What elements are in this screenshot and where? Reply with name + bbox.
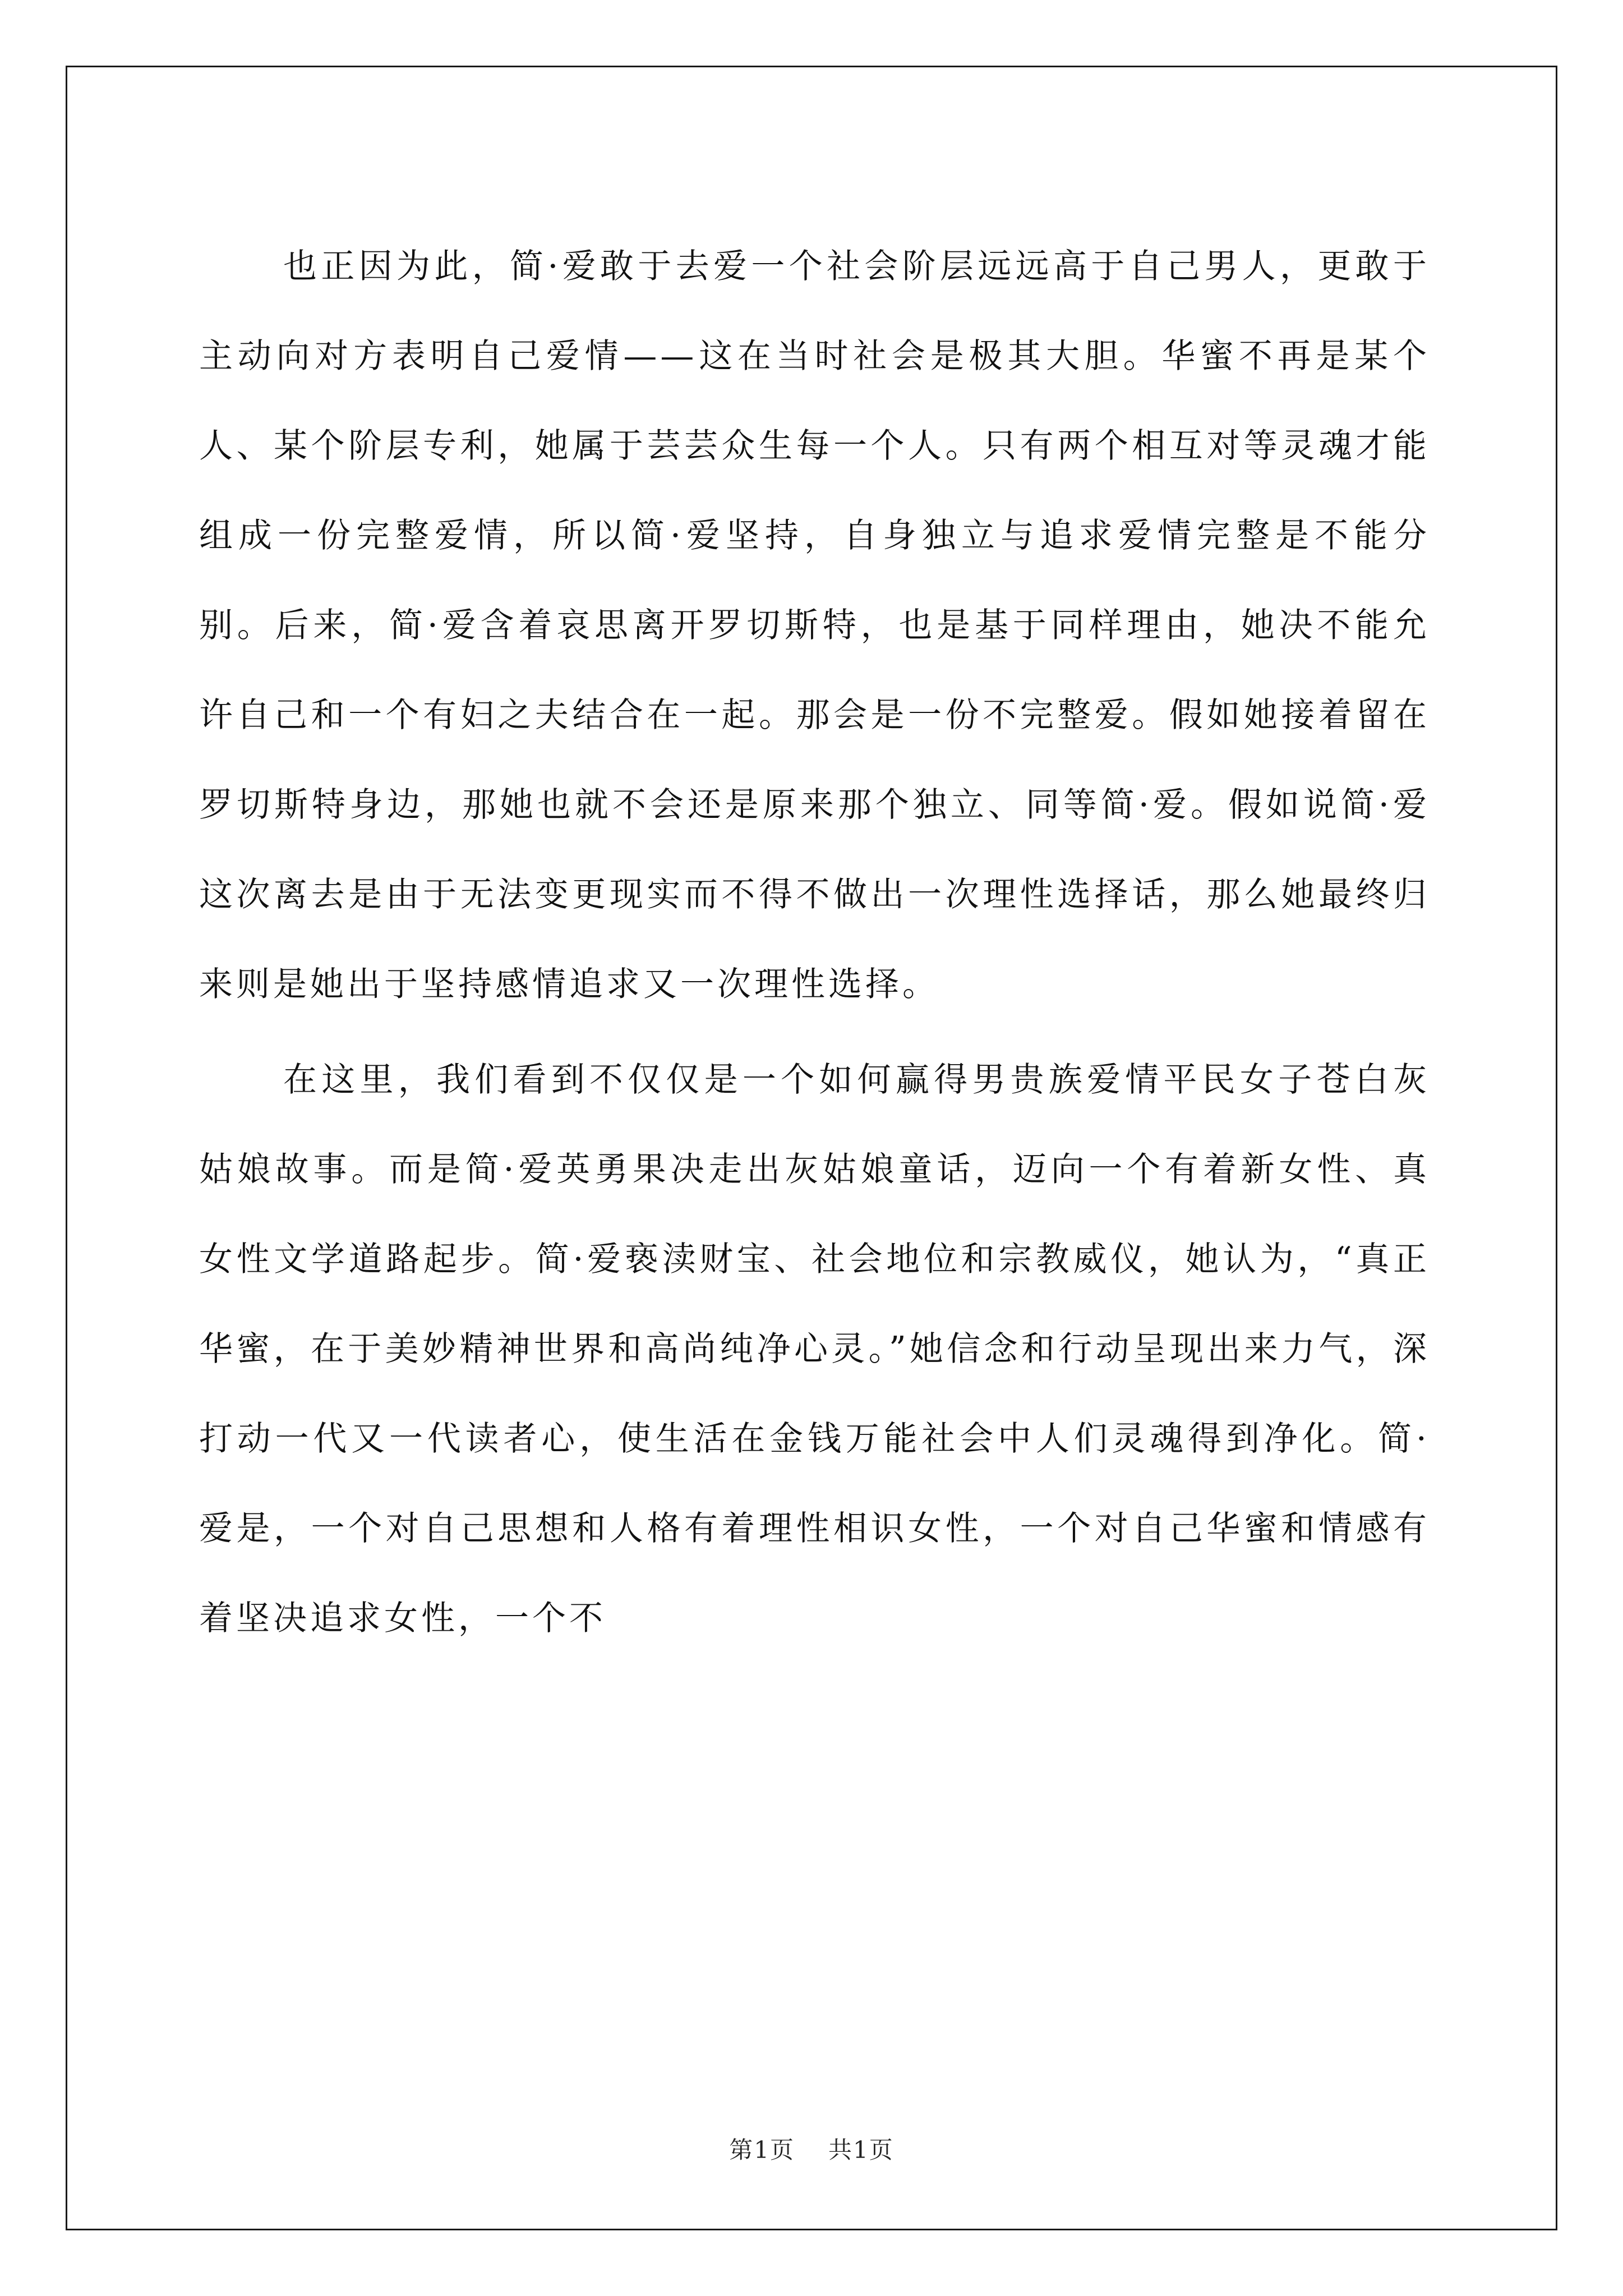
page-footer: [0, 2132, 1623, 2165]
page-total: 共1页: [828, 2136, 894, 2164]
page-number: 第1页: [729, 2136, 795, 2164]
paragraph-1: 也正因为此，简·爱敢于去爱一个社会阶层远远高于自己男人，更敢于主动向对方表明自己爱情——这在当时社会是极其大胆。华蜜不再是某个人、某个阶层专利，她属于芸芸众生每一个人。只有两个相互对等灵魂才能组成一份完整爱情，所以简·爱坚持，自身独立与追求爱情完整是不能分别。后来，简·爱含着哀思离开罗切斯特，也是基于同样理由，她决不能允许自己和一个有妇之夫结合在一起。那会是一份不完整爱。假如她接着留在罗切斯特身边，那她也就不会还是原来那个独立、同等简·爱。假如说简·爱这次离去是由于无法变更现实而不得不做出一次理性选择话，那么她最终归来则是她出于坚持感情追求又一次理性选择。: [199, 247, 1430, 1004]
document-body: [199, 222, 1430, 1663]
paragraph-2: 在这里，我们看到不仅仅是一个如何赢得男贵族爱情平民女子苍白灰姑娘故事。而是简·爱英勇果决走出灰姑娘童话，迈向一个有着新女性、真女性文学道路起步。简·爱亵渎财宝、社会地位和宗教威仪，她认为，“真正华蜜，在于美妙精神世界和高尚纯净心灵。”她信念和行动呈现出来力气，深打动一代又一代读者心，使生活在金钱万能社会中人们灵魂得到净化。简·爱是，一个对自己思想和人格有着理性相识女性，一个对自己华蜜和情感有着坚决追求女性，一个不: [199, 1060, 1430, 1638]
